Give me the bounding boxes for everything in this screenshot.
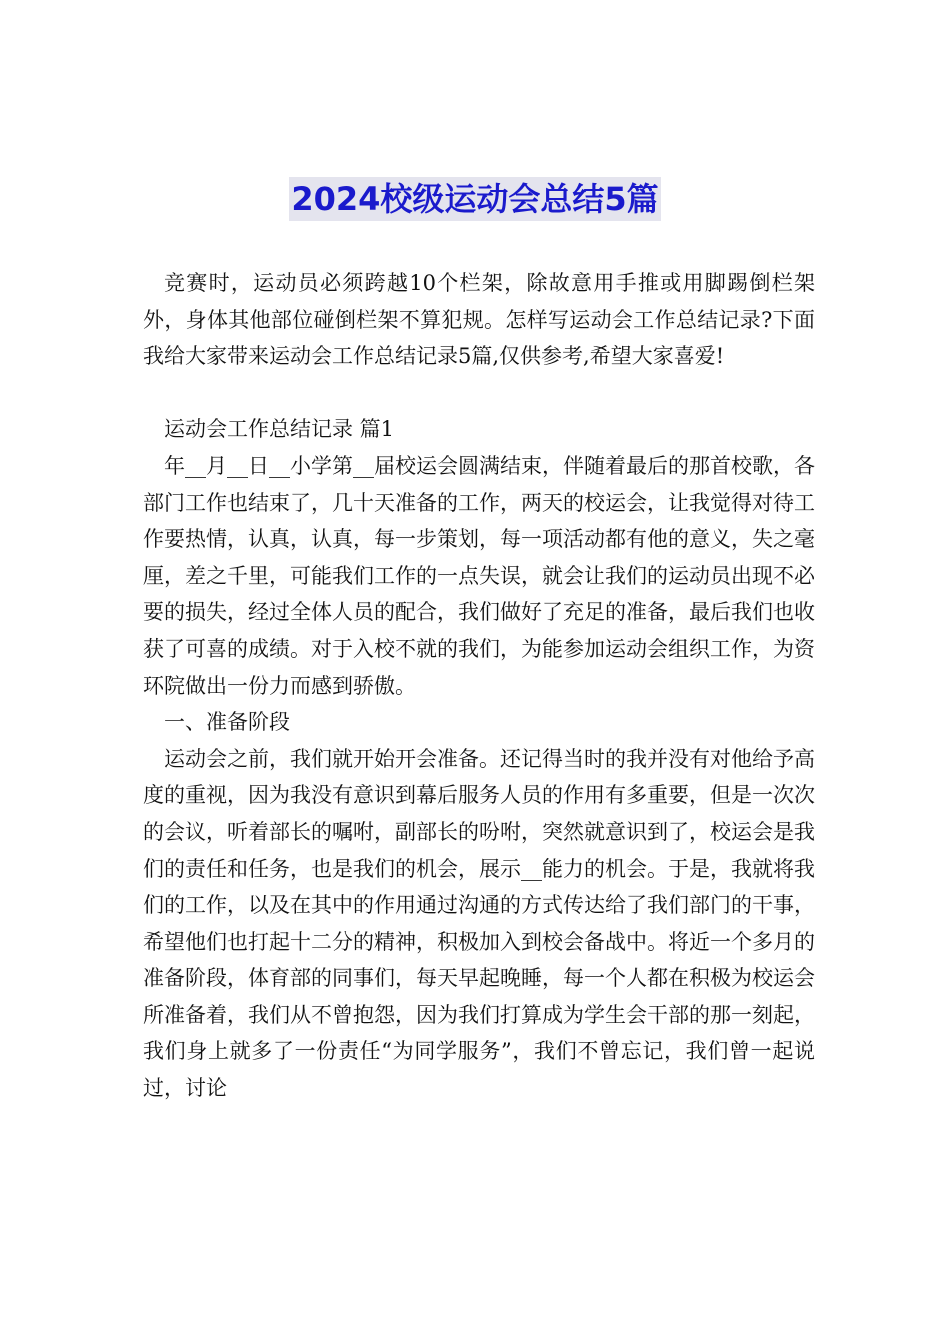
document-body (143, 265, 815, 1107)
paragraph-gap (143, 375, 815, 412)
document-title: 2024校级运动会总结5篇 (289, 177, 660, 221)
subheading-preparation: 一、准备阶段 (164, 710, 290, 735)
intro-paragraph: 竞赛时，运动员必须跨越10个栏架，除故意用手推或用脚踢倒栏架外，身体其他部位碰倒栏架不算犯规。怎样写运动会工作总结记录?下面我给大家带来运动会工作总结记录5篇,仅供参考,希望大家喜爱! (143, 271, 815, 369)
body-paragraph-1: 年__月__日__小学第__届校运会圆满结束，伴随着最后的那首校歌，各部门工作也结束了，几十天准备的工作，两天的校运会，让我觉得对待工作要热情，认真，认真，每一步策划，每一项活动都有他的意义，失之毫厘，差之千里，可能我们工作的一点失误，就会让我们的运动员出现不必要的损失，经过全体人员的配合，我们做好了充足的准备，最后我们也收获了可喜的成绩。对于入校不就的我们，为能参加运动会组织工作，为资环院做出一份力而感到骄傲。 (143, 453, 815, 698)
section-heading: 运动会工作总结记录 篇1 (164, 417, 395, 442)
title-wrapper (0, 177, 950, 221)
body-paragraph-2: 运动会之前，我们就开始开会准备。还记得当时的我并没有对他给予高度的重视，因为我没有意识到幕后服务人员的作用有多重要，但是一次次的会议，听着部长的嘱咐，副部长的吩咐，突然就意识到了，校运会是我们的责任和任务，也是我们的机会，展示__能力的机会。于是，我就将我们的工作，以及在其中的作用通过沟通的方式传达给了我们部门的干事，希望他们也打起十二分的精神，积极加入到校会备战中。将近一个多月的准备阶段，体育部的同事们，每天早起晚睡，每一个人都在积极为校运会所准备着，我们从不曾抱怨，因为我们打算成为学生会干部的那一刻起，我们身上就多了一份责任“为同学服务”，我们不曾忘记，我们曾一起说过，讨论 (143, 746, 815, 1101)
